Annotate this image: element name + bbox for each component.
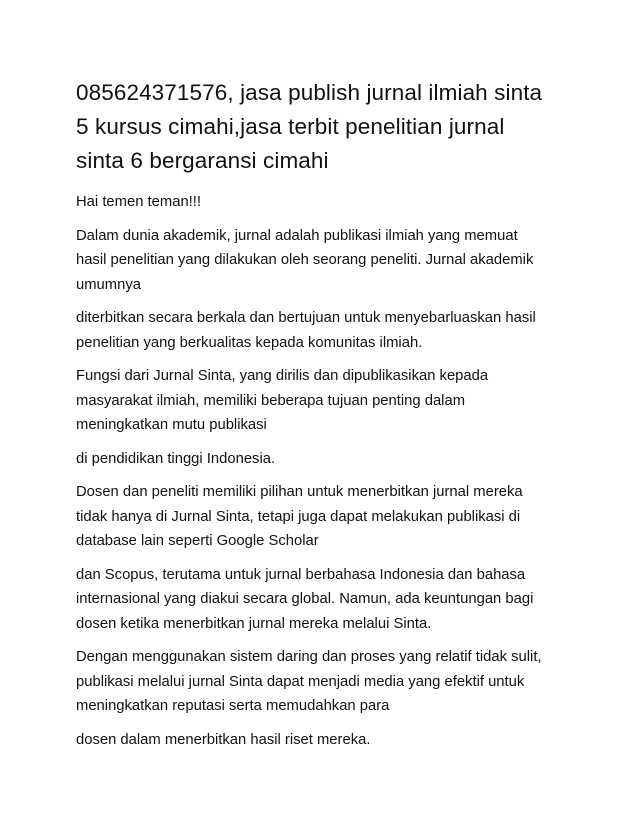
paragraph-line: Dosen dan peneliti memiliki pilihan untuk menerbitkan jurnal mereka [76,484,523,500]
body-paragraph [76,563,576,637]
paragraph-line: Dengan menggunakan sistem daring dan proses yang relatif tidak sulit, [76,649,542,665]
paragraph-line: meningkatkan reputasi serta memudahkan para [76,698,390,714]
title-line: 5 kursus cimahi,jasa terbit penelitian jurnal [76,114,505,139]
paragraph-line: tidak hanya di Jurnal Sinta, tetapi juga dapat melakukan publikasi di [76,508,521,525]
paragraph-line: Dalam dunia akademik, jurnal adalah publikasi ilmiah yang memuat [76,227,518,244]
paragraph-line: publikasi melalui jurnal Sinta dapat menjadi media yang efektif untuk [76,673,525,690]
paragraph-line: penelitian yang berkualitas kepada komunitas ilmiah. [76,334,423,351]
body-paragraph [76,728,576,753]
body-paragraph [76,224,576,298]
paragraph-line: dan Scopus, terutama untuk jurnal berbahasa Indonesia dan bahasa [76,566,526,583]
body-paragraph [76,364,576,438]
body-paragraph [76,306,576,355]
paragraph-line: Hai temen teman!!! [76,194,202,210]
body-paragraph [76,645,576,719]
paragraph-line: internasional yang diakui secara global. Namun, ada keuntungan bagi [76,591,534,607]
document-title [76,76,576,178]
title-line: 085624371576, jasa publish jurnal ilmiah sinta [76,80,543,105]
body-paragraph [76,447,576,472]
paragraph-line: di pendidikan tinggi Indonesia. [76,450,276,467]
paragraph-line: Fungsi dari Jurnal Sinta, yang dirilis dan dipublikasikan kepada [76,368,489,384]
paragraph-line: database lain seperti Google Scholar [76,533,319,549]
greeting-paragraph [76,190,576,215]
document-page [76,76,576,761]
paragraph-line: hasil penelitian yang dilakukan oleh seorang peneliti. Jurnal akademik [76,252,534,268]
body-paragraph [76,480,576,554]
paragraph-line: meningkatkan mutu publikasi [76,417,267,433]
paragraph-line: umumnya [76,276,141,293]
title-line: sinta 6 bergaransi cimahi [76,148,329,173]
paragraph-line: diterbitkan secara berkala dan bertujuan untuk menyebarluaskan hasil [76,310,536,326]
paragraph-line: dosen ketika menerbitkan jurnal mereka melalui Sinta. [76,615,432,632]
paragraph-line: masyarakat ilmiah, memiliki beberapa tujuan penting dalam [76,392,466,409]
paragraph-line: dosen dalam menerbitkan hasil riset mereka. [76,731,371,748]
